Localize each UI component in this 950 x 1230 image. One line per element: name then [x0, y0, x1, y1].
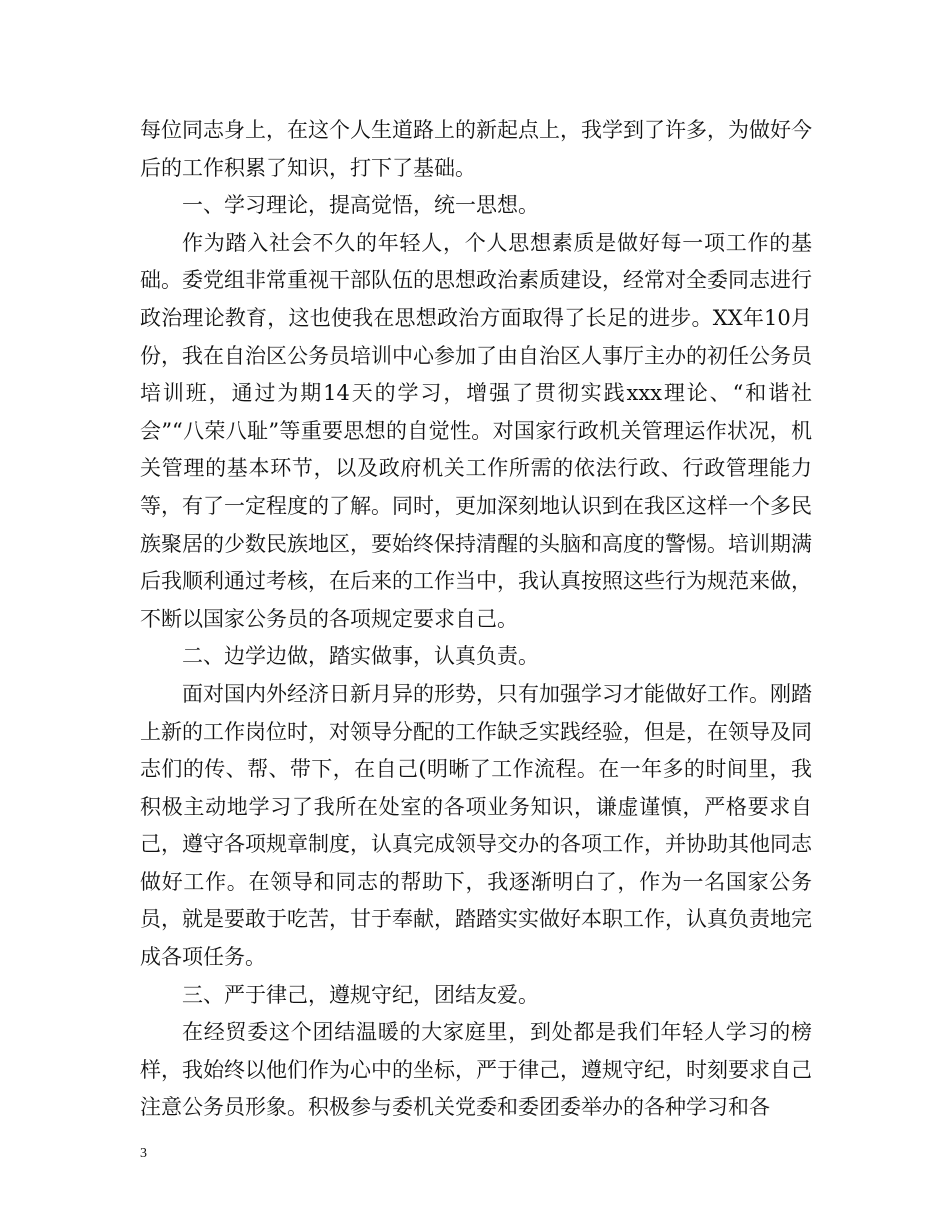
paragraph: 作为踏入社会不久的年轻人，个人思想素质是做好每一项工作的基础。委党组非常重视干部队伍的思想政治素质建设，经常对全委同志进行政治理论教育，这也使我在思想政治方面取得了长足的进步。XX年10月份，我在自治区公务员培训中心参加了由自治区人事厅主办的初任公务员培训班，通过为期14天的学习，增强了贯彻实践xxx理论、“和谐社会”“八荣八耻”等重要思想的自觉性。对国家行政机关管理运作状况，机关管理的基本环节，以及政府机关工作所需的依法行政、行政管理能力等，有了一定程度的了解。同时，更加深刻地认识到在我区这样一个多民族聚居的少数民族地区，要始终保持清醒的头脑和高度的警惕。培训期满后我顺利通过考核，在后来的工作当中，我认真按照这些行为规范来做，不断以国家公务员的各项规定要求自己。: [140, 230, 812, 631]
paragraph: 面对国内外经济日新月异的形势，只有加强学习才能做好工作。刚踏上新的工作岗位时，对领导分配的工作缺乏实践经验，但是，在领导及同志们的传、帮、带下，在自己(明晰了工作流程。在一年多的时间里，我积极主动地学习了我所在处室的各项业务知识，谦虚谨慎，严格要求自己，遵守各项规章制度，认真完成领导交办的各项工作，并协助其他同志做好工作。在领导和同志的帮助下，我逐渐明白了，作为一名国家公务员，就是要敢于吃苦，甘于奉献，踏踏实实做好本职工作，认真负责地完成各项任务。: [140, 681, 812, 970]
section-heading-2: 二、边学边做，踏实做事，认真负责。: [182, 644, 539, 669]
paragraph: 在经贸委这个团结温暖的大家庭里，到处都是我们年轻人学习的榜样，我始终以他们作为心中的坐标，严于律己，遵规守纪，时刻要求自己注意公务员形象。积极参与委机关党委和委团委举办的各种学习和各: [140, 1020, 812, 1120]
section-heading-3: 三、严于律己，遵规守纪，团结友爱。: [182, 982, 539, 1007]
section-heading-1: 一、学习理论，提高觉悟，统一思想。: [182, 193, 539, 218]
document-body: [140, 112, 812, 1127]
paragraph-continuation: 每位同志身上，在这个人生道路上的新起点上，我学到了许多，为做好今后的工作积累了知识，打下了基础。: [140, 118, 812, 180]
page-number: 3: [140, 1146, 147, 1161]
